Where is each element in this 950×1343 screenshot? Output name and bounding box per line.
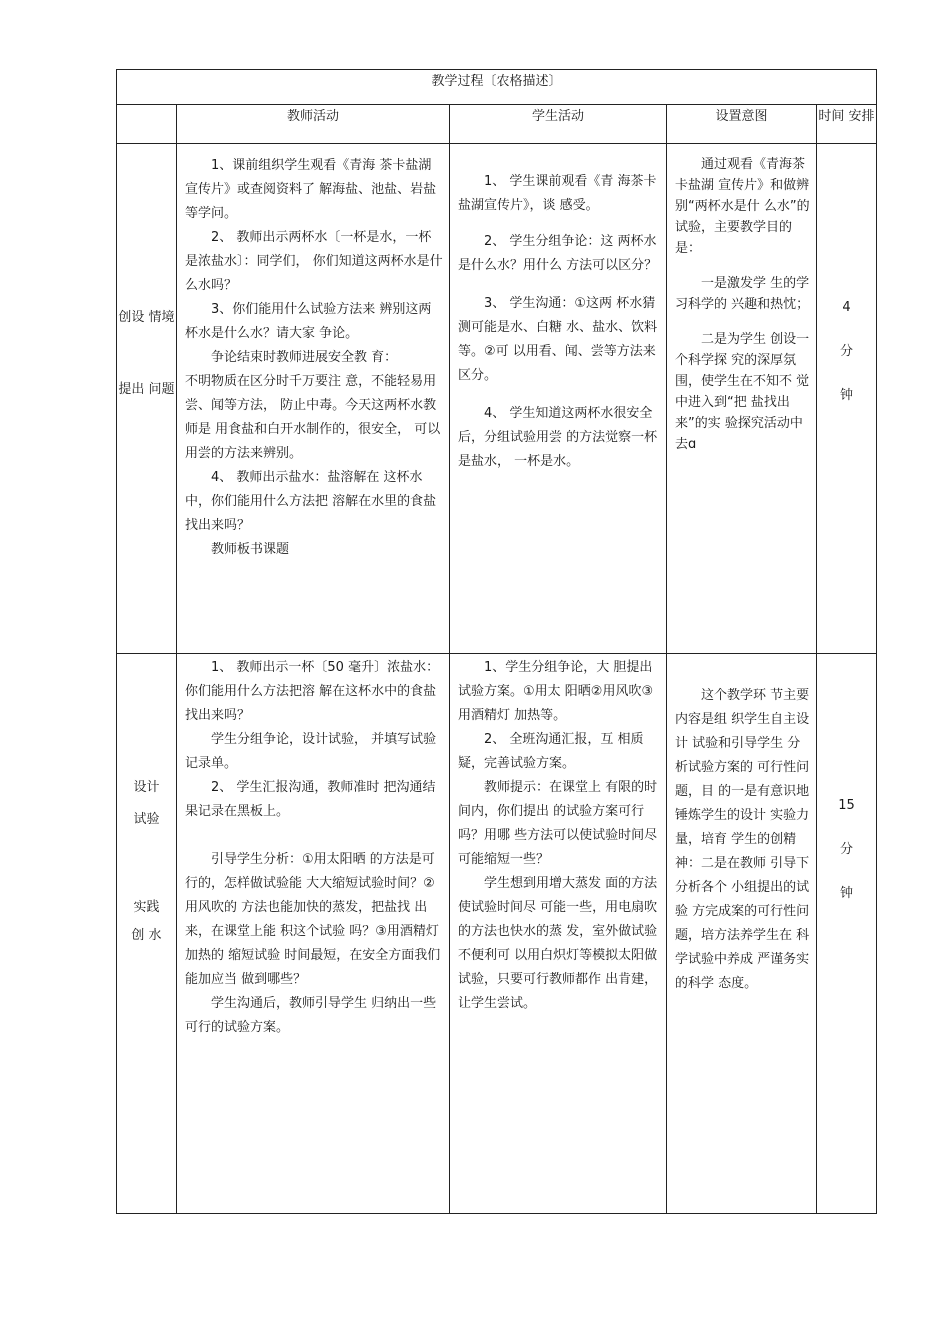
stage-cell [117, 144, 177, 654]
stage-cell [117, 654, 177, 1214]
paragraph: 1、 教师出示一杯〔50 毫升〕浓盐水：你们能用什么方法把溶 解在这杯水中的食盐找出来吗？ [185, 660, 440, 723]
table-row [117, 144, 877, 654]
time-value: 15 [838, 798, 855, 813]
paragraph: 4、 学生知道这两杯水很安全后，分组试验用尝 的方法觉察一杯是盐水， 一杯是水。 [458, 406, 658, 469]
caption-row [117, 70, 877, 105]
header-row [117, 105, 877, 144]
paragraph: 学生沟通后，教师引导学生 归纳出一些可行的试验方案。 [185, 996, 437, 1035]
paragraph: 1、课前组织学生观看《青海 茶卡盐湖宣传片》或查阅资料了 解海盐、池盐、岩盐等学问。 [185, 158, 437, 221]
paragraph: 3、 学生沟通：①这两 杯水猜测可能是水、白糖 水、盐水、饮料等。②可 以用看、闻、尝等方法来 区分。 [458, 296, 658, 383]
paragraph: 通过观看《青海茶卡盐湖 宣传片》和做辨 别“两杯水是什 么水”的试验，主要教学目的 是： [675, 157, 810, 256]
student-activity-cell [450, 654, 667, 1214]
stage-label: 提出 问题 [118, 382, 175, 397]
time-unit: 钟 [839, 388, 853, 403]
paragraph: 2、 学生汇报沟通，教师准时 把沟通结果记录在黑板上。 [185, 780, 436, 819]
table-caption: 教学过程〔农格描述〕 [117, 70, 877, 105]
time-unit: 分 [839, 842, 853, 857]
stage-label: 实践 [133, 900, 160, 915]
paragraph: 这个教学环 节主要内容是组 织学生自主设计 试验和引导学生 分析试验方案的 可行性问题，目 的一是有意识地 锤炼学生的设计 实验力量，培育 学生的创精 神：二是在教师 引导下分析各个 小组提出的试验 方完成案的可行性问 题，培方法养学生在 科学试验中养成 严谨务实的科学 态度。 [675, 688, 810, 991]
header-time: 时间 安排 [817, 105, 877, 144]
paragraph: 1、学生分组争论，大 胆提出试验方案。①用太 阳晒②用风吹③用酒精灯 加热等。 [458, 660, 654, 723]
paragraph: 学生分组争论，设计试验， 并填写试验记录单。 [185, 732, 437, 771]
paragraph: 1、 学生课前观看《青 海茶卡盐湖宣传片》，谈 感受。 [458, 174, 657, 213]
paragraph: 引导学生分析：①用太阳晒 的方法是可行的，怎样做试验能 大大缩短试验时间？②用风吹的 方法也能加快的蒸发，把盐找 出来，在课堂上能 积这个试验 吗？③用酒精灯加热的 缩短试验 时间最短，在安全方面我们 能加应当 做到哪些？ [185, 852, 441, 987]
header-teacher-activity: 教师活动 [177, 105, 450, 144]
stage-label: 设计 [133, 780, 160, 795]
stage-label: 创设 情境 [118, 310, 175, 325]
paragraph: 4、 教师出示盐水：盐溶解在 这杯水中，你们能用什么方法把 溶解在水里的食盐找出来吗？ [185, 470, 437, 533]
paragraph: 2、 全班沟通汇报，互 相质疑，完善试验方案。 [458, 732, 644, 771]
time-unit: 分 [839, 344, 853, 359]
teacher-activity-cell [177, 144, 450, 654]
time-value: 4 [842, 300, 851, 315]
time-cell [817, 144, 877, 654]
paragraph: 教师板书课题 [211, 542, 290, 557]
time-cell [817, 654, 877, 1214]
paragraph: 二是为学生 创设一个科学探 究的深厚氛围，使学生在不知不 觉中进入到“把 盐找出来”的实 验探究活动中 去ɑ [675, 332, 810, 452]
time-unit: 钟 [839, 886, 853, 901]
student-activity-cell [450, 144, 667, 654]
paragraph: 3、你们能用什么试验方法来 辨别这两杯水是什么水？请大家 争论。 [185, 302, 432, 341]
paragraph: 2、 学生分组争论：这 两杯水是什么水？用什么 方法可以区分？ [458, 234, 658, 273]
teaching-process-table [116, 69, 877, 1214]
paragraph: 一是激发学 生的学习科学的 兴趣和热忱； [675, 276, 810, 312]
paragraph: 争论结束时教师进展安全教 育： [211, 350, 398, 365]
stage-label: 试验 [133, 812, 160, 827]
paragraph: 学生想到用增大蒸发 面的方法使试验时间尽 可能一些，用电扇吹 的方法也快水的蒸 发，室外做试验 不便利可 以用白炽灯等模拟太阳做 试验，只要可行教师都作 出肯建，让学生尝试。 [458, 876, 658, 1011]
design-intent-cell [667, 144, 817, 654]
table-row [117, 654, 877, 1214]
stage-label: 创 水 [131, 928, 162, 943]
header-design-intent: 设置意图 [667, 105, 817, 144]
paragraph: 不明物质在区分时千万要注 意，不能轻易用尝、闻等方法， 防止中毒。今天这两杯水教师是 用食盐和白开水制作的，很安全， 可以用尝的方法来辨别。 [185, 374, 441, 461]
header-stage [117, 105, 177, 144]
teacher-activity-cell [177, 654, 450, 1214]
design-intent-cell [667, 654, 817, 1214]
paragraph: 教师提示：在课堂上 有限的时间内，你们提出 的试验方案可行吗？用哪 些方法可以使试验时间尽 可能缩短一些？ [458, 780, 658, 867]
paragraph: 2、 教师出示两杯水〔一杯是水，一杯是浓盐水〕：同学们， 你们知道这两杯水是什么水吗？ [185, 230, 443, 293]
header-student-activity: 学生活动 [450, 105, 667, 144]
